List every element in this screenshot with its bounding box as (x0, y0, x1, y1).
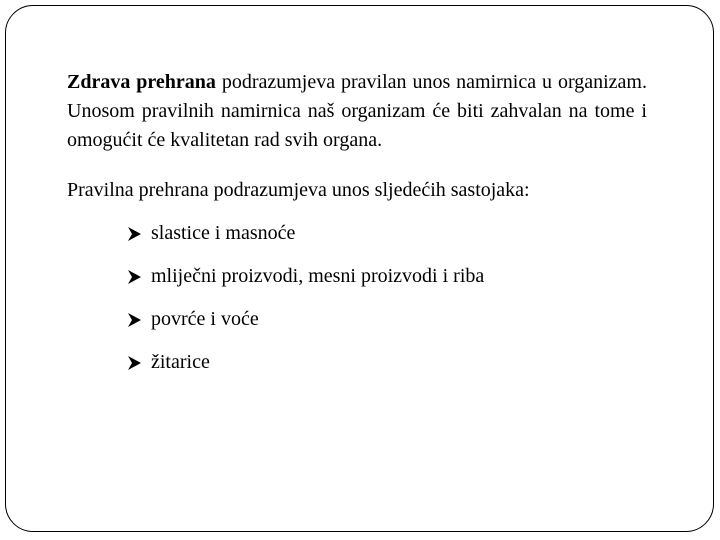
intro-paragraph (67, 68, 647, 155)
arrow-bullet-icon (126, 312, 142, 328)
list-item (126, 219, 647, 248)
intro-bold-term: Zdrava prehrana (67, 71, 216, 93)
list-lead: Pravilna prehrana podrazumjeva unos sljedećih sastojaka: (67, 179, 530, 201)
slide-content (67, 68, 647, 391)
list-item-text: povrće i voće (151, 308, 259, 330)
list-item-text: žitarice (151, 351, 210, 373)
list-item (126, 305, 647, 334)
intro-text: podrazumjeva pravilan unos namirnica u organizam. Unosom pravilnih namirnica naš organizam će biti zahvalan na tome i omogućit će kvalitetan rad svih organa. (67, 71, 647, 151)
list-item (126, 262, 647, 291)
ingredient-list (126, 219, 647, 377)
list-item-text: mliječni proizvodi, mesni proizvodi i riba (151, 265, 485, 287)
list-item (126, 348, 647, 377)
arrow-bullet-icon (126, 269, 142, 285)
arrow-bullet-icon (126, 355, 142, 371)
list-item-text: slastice i masnoće (151, 222, 296, 244)
arrow-bullet-icon (126, 226, 142, 242)
